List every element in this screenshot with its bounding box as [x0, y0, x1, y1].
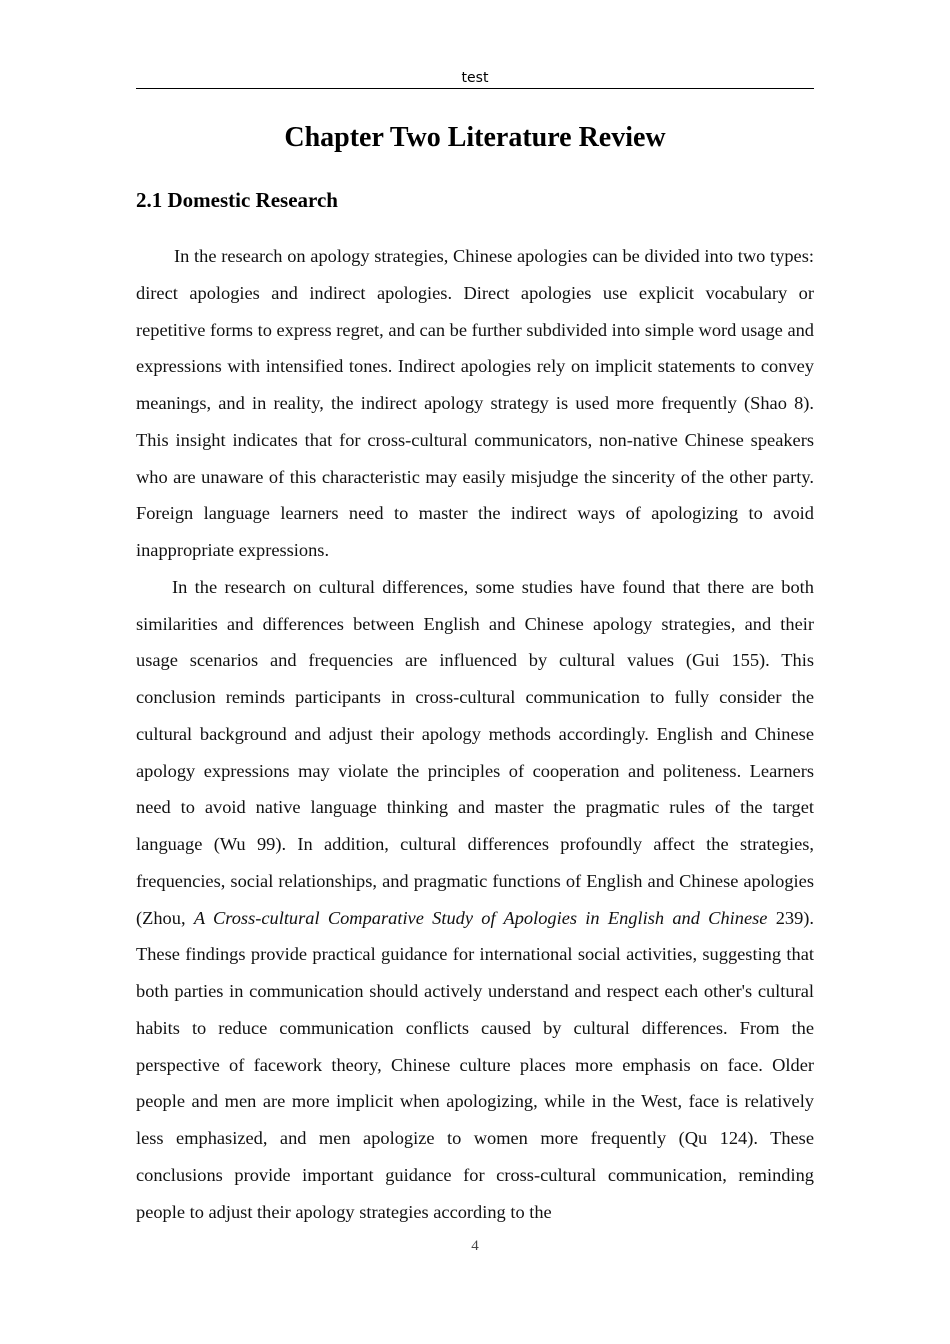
paragraph-apology-strategies: In the research on apology strategies, Chinese apologies can be divided into two types: direct apologies and indirect apologies. Direct apologies use explicit vocabulary or repetitive forms to express regret, and can be further subdivided into simple word usage and expressions with intensified tones. Indirect apologies rely on implicit statements to convey meanings, and in reality, the indirect apology strategy is used more frequently (Shao 8). This insight indicates that for cross-cultural communicators, non-native Chinese speakers who are unaware of this characteristic may easily misjudge the sincerity of the other party. Foreign language learners need to master the indirect ways of apologizing to avoid inappropriate expressions.: [136, 246, 814, 560]
paragraph-text: 239). These findings provide practical guidance for international social activities, suggesting that both parties in communication should actively understand and respect each other's cultural habits to reduce communication conflicts caused by cultural differences. From the perspective of facework theory, Chinese culture places more emphasis on face. Older people and men are more implicit when apologizing, while in the West, face is relatively less emphasized, and men apologize to women more frequently (Qu 124). These conclusions provide important guidance for cross-cultural communication, reminding people to adjust their apology strategies according to the: [136, 907, 815, 1222]
page-number: 4: [471, 1238, 479, 1254]
paragraph-text: In the research on cultural differences, some studies have found that there are both similarities and differences between English and Chinese apology strategies, and their usage scenarios and frequencies are influenced by cultural values (Gui 155). This conclusion reminds participants in cross-cultural communication to fully consider the cultural background and adjust their apology methods accordingly. English and Chinese apology expressions may violate the principles of cooperation and politeness. Learners need to avoid native language thinking and master the pragmatic rules of the target language (Wu 99). In addition, cultural differences profoundly affect the strategies, frequencies, social relationships, and pragmatic functions of English and Chinese apologies (Zhou,: [136, 576, 814, 928]
chapter-title: Chapter Two Literature Review: [284, 122, 666, 153]
section-heading: 2.1 Domestic Research: [136, 188, 338, 212]
body-text: [136, 238, 814, 1230]
paragraph-cultural-differences: [136, 569, 814, 1231]
running-header: test: [136, 68, 814, 89]
cited-work-title: A Cross-cultural Comparative Study of Apologies in English and Chinese: [193, 907, 768, 928]
